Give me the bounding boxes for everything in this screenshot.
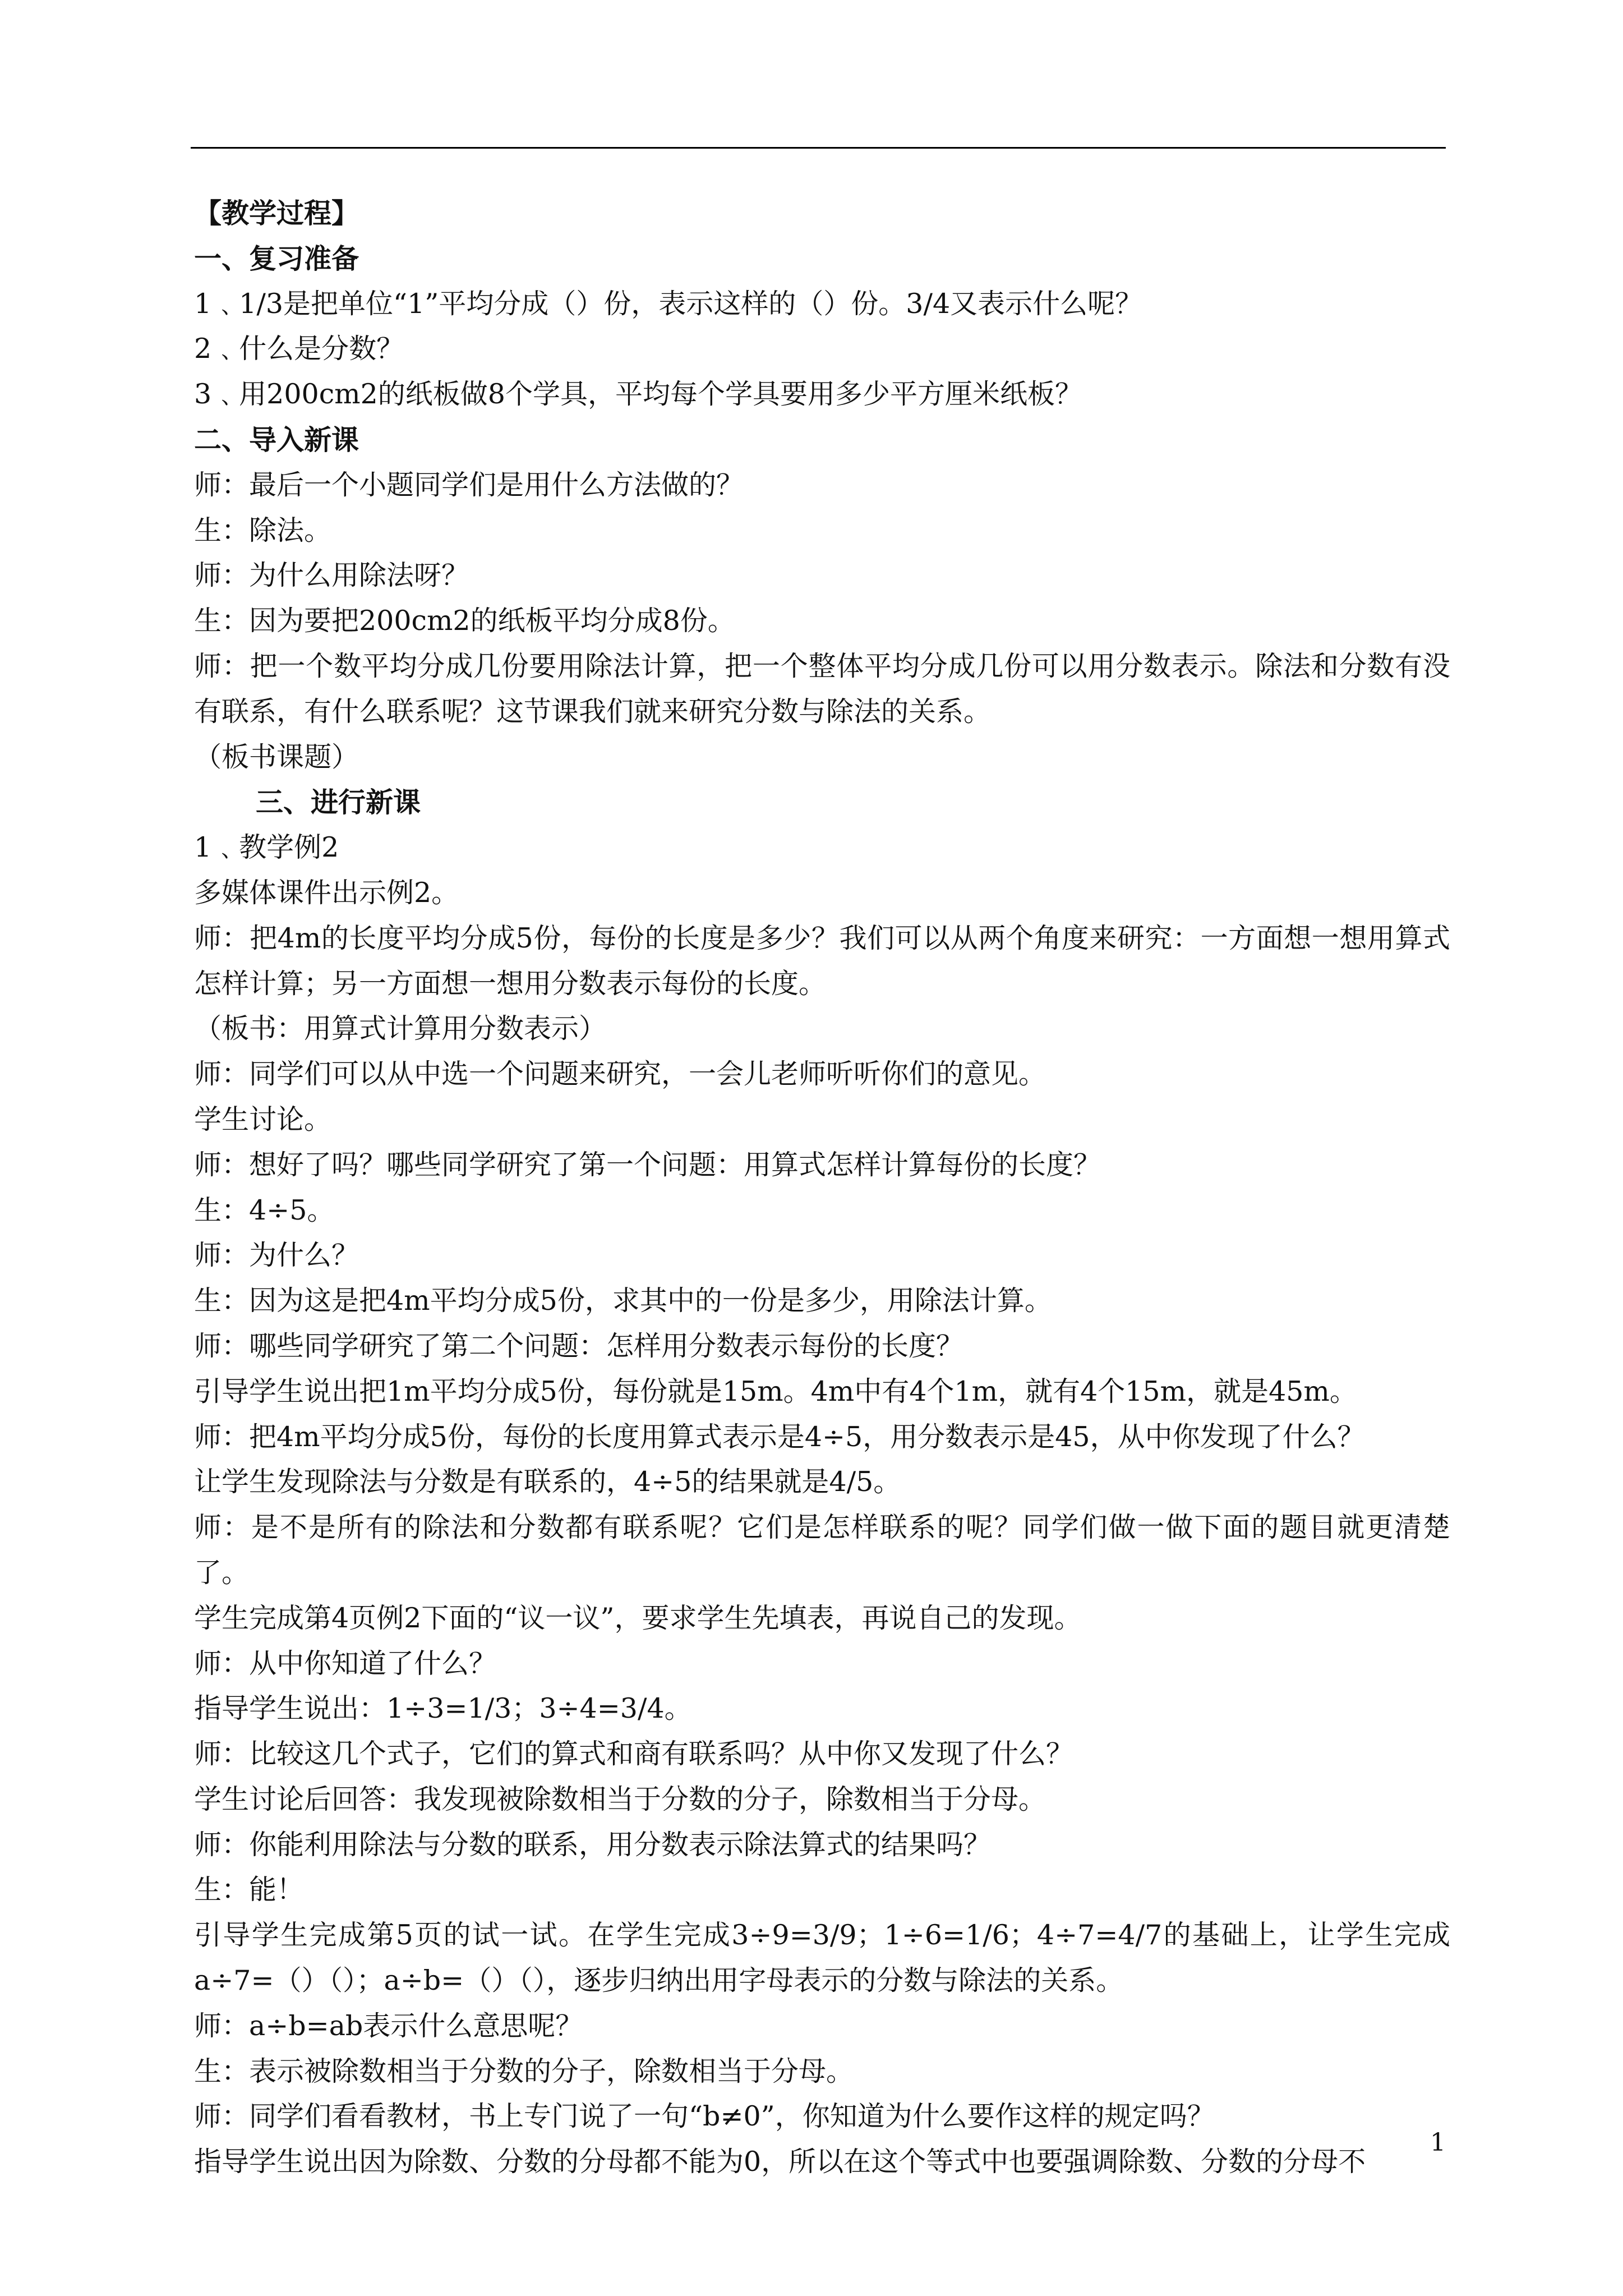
text-line: 师：为什么？ (194, 1239, 359, 1272)
header-rule (191, 147, 1446, 149)
text-line: 2﹑什么是分数？ (194, 333, 404, 365)
section-heading: 三、进行新课 (256, 786, 421, 819)
text-line: 学生讨论后回答：我发现被除数相当于分数的分子，除数相当于分母。 (194, 1783, 1046, 1815)
text-line: 多媒体课件出示例2。 (194, 876, 459, 909)
text-line: 师：为什么用除法呀？ (194, 559, 469, 592)
page-number: 1 (1430, 2128, 1446, 2157)
text-line: 师：哪些同学研究了第二个问题：怎样用分数表示每份的长度？ (194, 1329, 964, 1362)
text-line: 师：同学们可以从中选一个问题来研究，一会儿老师听听你们的意见。 (194, 1058, 1046, 1091)
text-line: 师：把4m平均分成5份，每份的长度用算式表示是4÷5，用分数表示是45，从中你发现了什么？ (194, 1420, 1365, 1453)
text-line: 1﹑教学例2 (194, 831, 339, 864)
text-line: 师：把一个数平均分成几份要用除法计算，把一个整体平均分成几份可以用分数表示。除法和分数有没有联系，有什么联系呢？这节课我们就来研究分数与除法的关系。 (194, 650, 1450, 728)
text-line: 指导学生说出：1÷3=1/3；3÷4=3/4。 (194, 1692, 692, 1725)
text-line: 生：因为这是把4m平均分成5份，求其中的一份是多少，用除法计算。 (194, 1285, 1052, 1317)
document-body (194, 191, 1450, 2185)
section-heading: 二、导入新课 (194, 423, 359, 456)
text-line: 师：把4m的长度平均分成5份，每份的长度是多少？我们可以从两个角度来研究：一方面想一想用算式怎样计算；另一方面想一想用分数表示每份的长度。 (194, 922, 1450, 1000)
text-line: 指导学生说出因为除数、分数的分母都不能为0，所以在这个等式中也要强调除数、分数的分母不 (194, 2146, 1366, 2178)
text-line: 师：同学们看看教材，书上专门说了一句“b≠0”，你知道为什么要作这样的规定吗？ (194, 2100, 1215, 2133)
text-line: 生：除法。 (194, 514, 332, 546)
text-line: 生：4÷5。 (194, 1194, 335, 1226)
text-line: （板书课题） (194, 740, 359, 773)
text-line: 让学生发现除法与分数是有联系的，4÷5的结果就是4/5。 (194, 1466, 901, 1498)
text-line: 学生完成第4页例2下面的“议一议”，要求学生先填表，再说自己的发现。 (194, 1602, 1082, 1634)
text-line: 生：因为要把200cm2的纸板平均分成8份。 (194, 605, 735, 637)
text-line: 师：a÷b=ab表示什么意思呢？ (194, 2009, 583, 2042)
text-line: 师：你能利用除法与分数的联系，用分数表示除法算式的结果吗？ (194, 1828, 992, 1861)
text-line: 生：表示被除数相当于分数的分子，除数相当于分母。 (194, 2055, 854, 2087)
text-line: 师：是不是所有的除法和分数都有联系呢？它们是怎样联系的呢？同学们做一做下面的题目就更清楚了。 (194, 1511, 1450, 1589)
text-line: 引导学生完成第5页的试一试。在学生完成3÷9=3/9；1÷6=1/6；4÷7=4/7的基础上，让学生完成a÷7=（）（）；a÷b=（）（），逐步归纳出用字母表示的分数与除法的关系。 (194, 1919, 1450, 1997)
text-line: 师：最后一个小题同学们是用什么方法做的？ (194, 468, 744, 501)
text-line: 师：从中你知道了什么？ (194, 1647, 497, 1680)
text-line: 生：能！ (194, 1874, 305, 1906)
text-line: 师：想好了吗？哪些同学研究了第一个问题：用算式怎样计算每份的长度？ (194, 1148, 1101, 1181)
text-line: （板书：用算式计算用分数表示） (194, 1013, 607, 1045)
text-line: 学生讨论。 (194, 1103, 332, 1135)
text-line: 3﹑用200cm2的纸板做8个学具，平均每个学具要用多少平方厘米纸板？ (194, 378, 1082, 411)
section-heading: 一、复习准备 (194, 242, 359, 275)
section-heading: 【教学过程】 (194, 197, 359, 229)
text-line: 引导学生说出把1m平均分成5份，每份就是15m。4m中有4个1m，就有4个15m，就是45m。 (194, 1375, 1357, 1407)
text-line: 1﹑1/3是把单位“1”平均分成（）份，表示这样的（）份。3/4又表示什么呢？ (194, 287, 1143, 320)
text-line: 师：比较这几个式子，它们的算式和商有联系吗？从中你又发现了什么？ (194, 1738, 1074, 1770)
